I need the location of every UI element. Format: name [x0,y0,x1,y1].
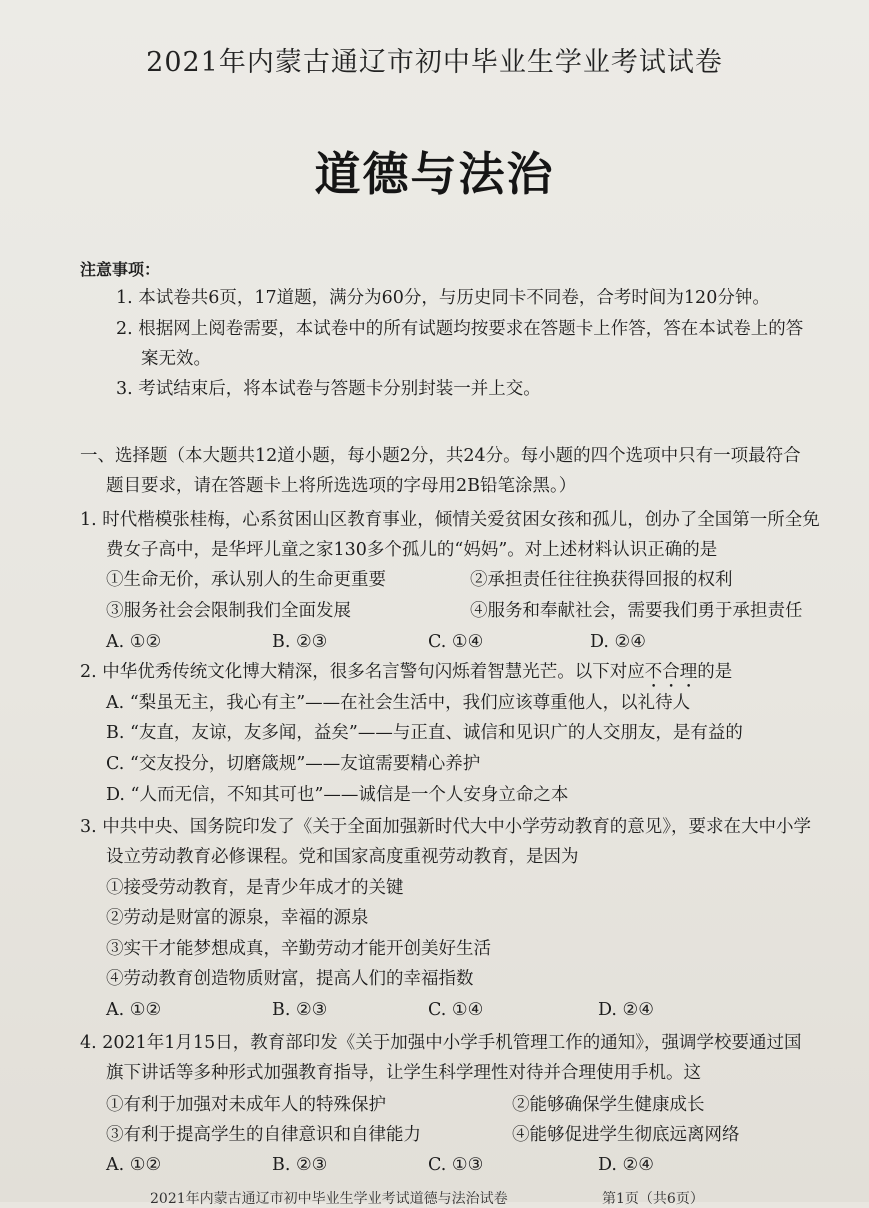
question-2-stem [80,660,732,692]
q3-option-a: A. ①② [106,1000,162,1020]
q4-option-a: A. ①② [106,1155,162,1175]
page-footer: 2021年内蒙古通辽市初中毕业生学业考试道德与法治试卷 [150,1191,508,1207]
q3-option-b: B. ②③ [272,1000,328,1020]
question-3-stem-cont: 设立劳动教育必修课程。党和国家高度重视劳动教育，是因为 [106,847,579,867]
q2-emphasis: 不合理 [644,662,698,682]
q4-statement: ③有利于提高学生的自律意识和自律能力 [106,1125,421,1145]
q1-statement: ①生命无价，承认别人的生命更重要 [106,570,386,590]
q1-option-b: B. ②③ [272,632,328,652]
question-4-stem-cont: 旗下讲话等多种形式加强教育指导，让学生科学理性对待并合理使用手机。这 [106,1063,701,1083]
q2-stem-end: 的是 [697,662,733,682]
question-3-stem: 3. 中共中央、国务院印发了《关于全面加强新时代大中小学劳动教育的意见》，要求在大中小学 [80,817,812,837]
page-number: 第1页（共6页） [602,1191,704,1207]
q1-option-a: A. ①② [106,632,162,652]
q2-stem-part: 2. 中华优秀传统文化博大精深，很多名言警句闪烁着智慧光芒。以下对应 [80,662,645,682]
section-heading-cont: 题目要求，请在答题卡上将所选选项的字母用2B铅笔涂黑。） [106,476,577,496]
q1-statement: ④服务和奉献社会，需要我们勇于承担责任 [470,601,803,621]
notice-item: 案无效。 [141,349,211,369]
q2-choice-c: C. “交友投分，切磨箴规”——友谊需要精心养护 [106,754,481,774]
notice-item: 2. 根据网上阅卷需要，本试卷中的所有试题均按要求在答题卡上作答，答在本试卷上的答 [116,319,804,339]
subject-title: 道德与法治 [314,147,555,201]
question-4-stem: 4. 2021年1月15日，教育部印发《关于加强中小学手机管理工作的通知》，强调学校要通过国 [80,1033,802,1053]
q1-statement: ②承担责任往往换获得回报的权利 [470,570,733,590]
q4-statement: ①有利于加强对未成年人的特殊保护 [106,1095,386,1115]
q2-choice-b: B. “友直，友谅，友多闻，益矣”——与正直、诚信和见识广的人交朋友，是有益的 [106,723,743,743]
q2-choice-a: A. “梨虽无主，我心有主”——在社会生活中，我们应该尊重他人，以礼待人 [106,693,691,713]
q3-option-c: C. ①④ [428,1000,484,1020]
q1-option-c: C. ①④ [428,632,484,652]
show-through-text [110,100,539,119]
question-1-stem: 1. 时代楷模张桂梅，心系贫困山区教育事业，倾情关爱贫困女孩和孤儿，创办了全国第一所全免 [80,510,820,530]
q3-option-d: D. ②④ [598,1000,654,1020]
q3-statement: ④劳动教育创造物质财富，提高人们的幸福指数 [106,969,474,989]
notice-item: 1. 本试卷共6页，17道题，满分为60分，与历史同卡不同卷，合考时间为120分钟。 [116,288,770,308]
notice-heading: 注意事项： [80,260,161,279]
q2-choice-d: D. “人而无信，不知其可也”——诚信是一个人安身立命之本 [106,785,569,805]
q4-option-b: B. ②③ [272,1155,328,1175]
section-heading: 一、选择题（本大题共12道小题，每小题2分，共24分。每小题的四个选项中只有一项最符合 [80,446,801,466]
q4-statement: ②能够确保学生健康成长 [512,1095,705,1115]
q3-statement: ③实干才能梦想成真，辛勤劳动才能开创美好生活 [106,939,491,959]
question-1-stem-cont: 费女子高中，是华坪儿童之家130多个孤儿的“妈妈”。对上述材料认识正确的是 [106,540,718,560]
q4-statement: ④能够促进学生彻底远离网络 [512,1125,740,1145]
exam-title: 2021年内蒙古通辽市初中毕业生学业考试试卷 [146,47,723,78]
notice-item: 3. 考试结束后，将本试卷与答题卡分别封装一并上交。 [116,379,541,399]
q4-option-d: D. ②④ [598,1155,654,1175]
q1-statement: ③服务社会会限制我们全面发展 [106,601,351,621]
q3-statement: ②劳动是财富的源泉，幸福的源泉 [106,908,369,928]
q4-option-c: C. ①③ [428,1155,484,1175]
q1-option-d: D. ②④ [590,632,646,652]
q3-statement: ①接受劳动教育，是青少年成才的关键 [106,878,404,898]
